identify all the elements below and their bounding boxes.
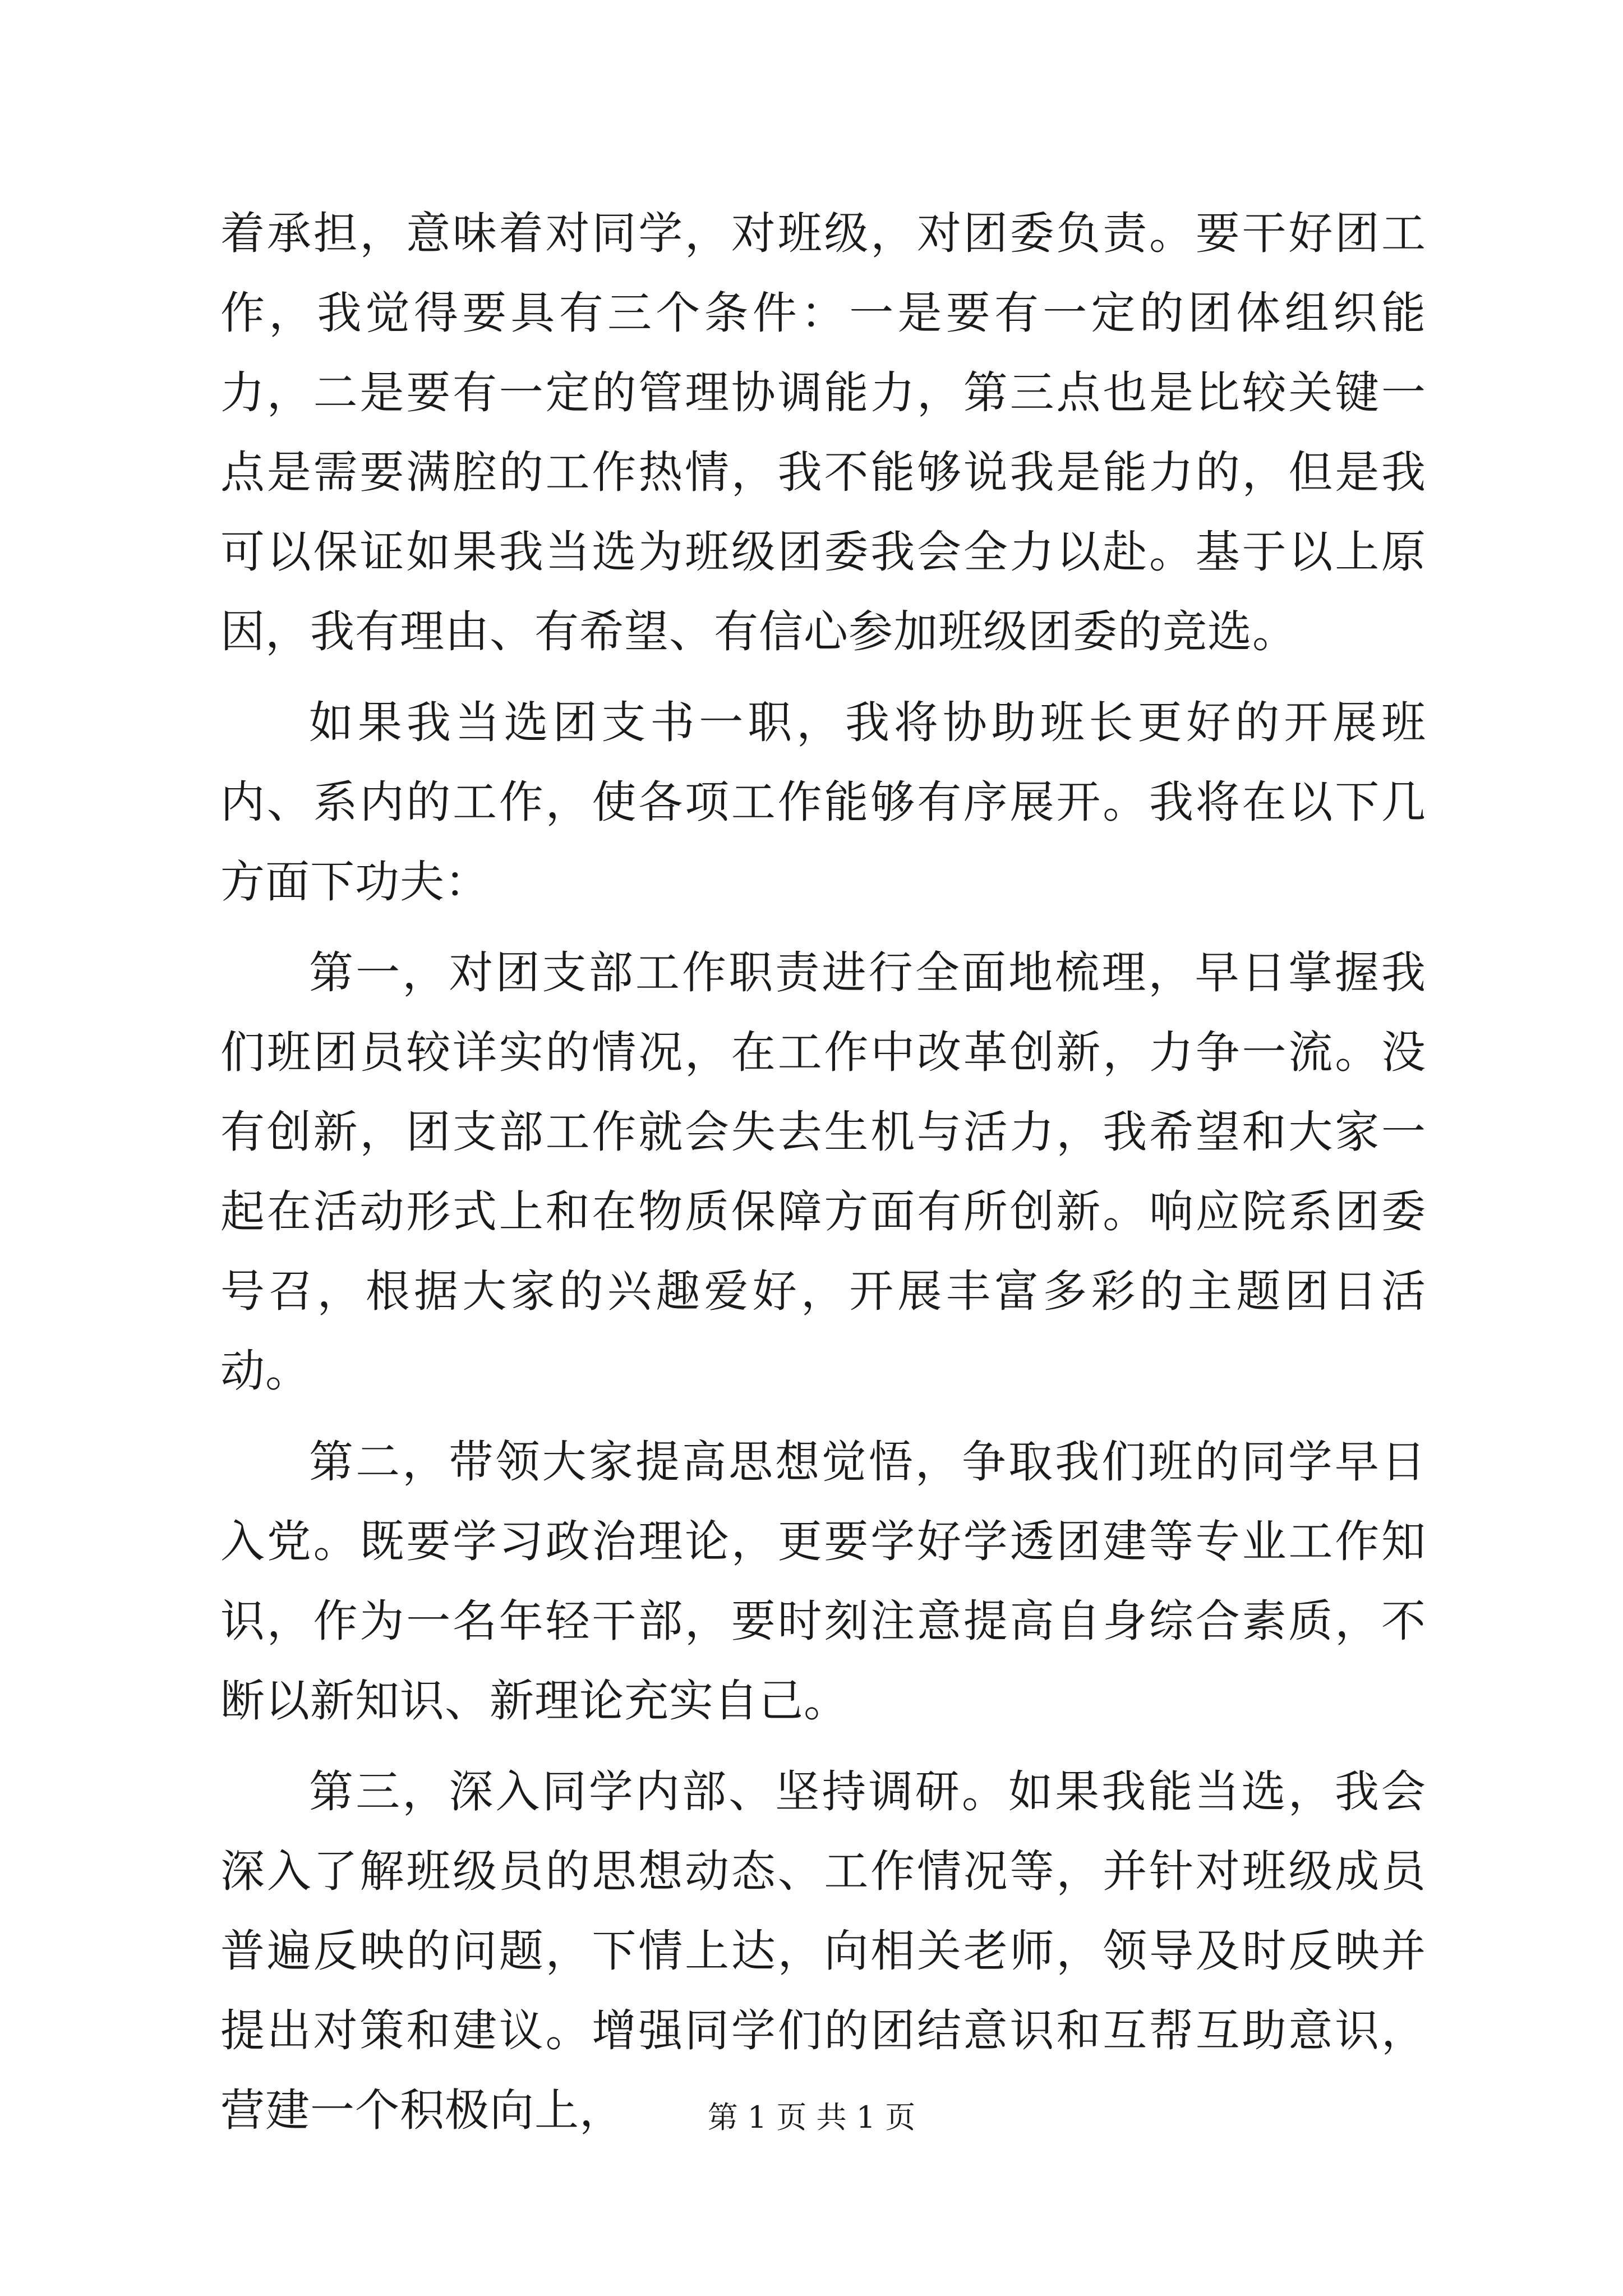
- page-footer: 第 1 页 共 1 页: [707, 2100, 916, 2135]
- paragraph-1: 着承担，意味着对同学，对班级，对团委负责。要干好团工作，我觉得要具有三个条件：一是要有一定的团体组织能力，二是要有一定的管理协调能力，第三点也是比较关键一点是需要满腔的工作热情，我不能够说我是能力的，但是我可以保证如果我当选为班级团委我会全力以赴。基于以上原因，我有理由、有希望、有信心参加班级团委的竞选。: [220, 208, 1426, 657]
- paragraph-2: 如果我当选团支书一职，我将协助班长更好的开展班内、系内的工作，使各项工作能够有序展开。我将在以下几方面下功夫：: [220, 697, 1426, 908]
- paragraph-3: 第一，对团支部工作职责进行全面地梳理，早日掌握我们班团员较详实的情况，在工作中改革创新，力争一流。没有创新，团支部工作就会失去生机与活力，我希望和大家一起在活动形式上和在物质保障方面有所创新。响应院系团委号召，根据大家的兴趣爱好，开展丰富多彩的主题团日活动。: [220, 947, 1426, 1397]
- paragraph-4: 第二，带领大家提高思想觉悟，争取我们班的同学早日入党。既要学习政治理论，更要学好学透团建等专业工作知识，作为一名年轻干部，要时刻注意提高自身综合素质，不断以新知识、新理论充实自己。: [220, 1436, 1426, 1727]
- paragraph-5: 第三，深入同学内部、坚持调研。如果我能当选，我会深入了解班级员的思想动态、工作情况等，并针对班级成员普遍反映的问题，下情上达，向相关老师，领导及时反映并提出对策和建议。增强同学们的团结意识和互帮互助意识，营建一个积极向上，: [220, 1766, 1426, 2136]
- document-body: [220, 194, 1426, 2150]
